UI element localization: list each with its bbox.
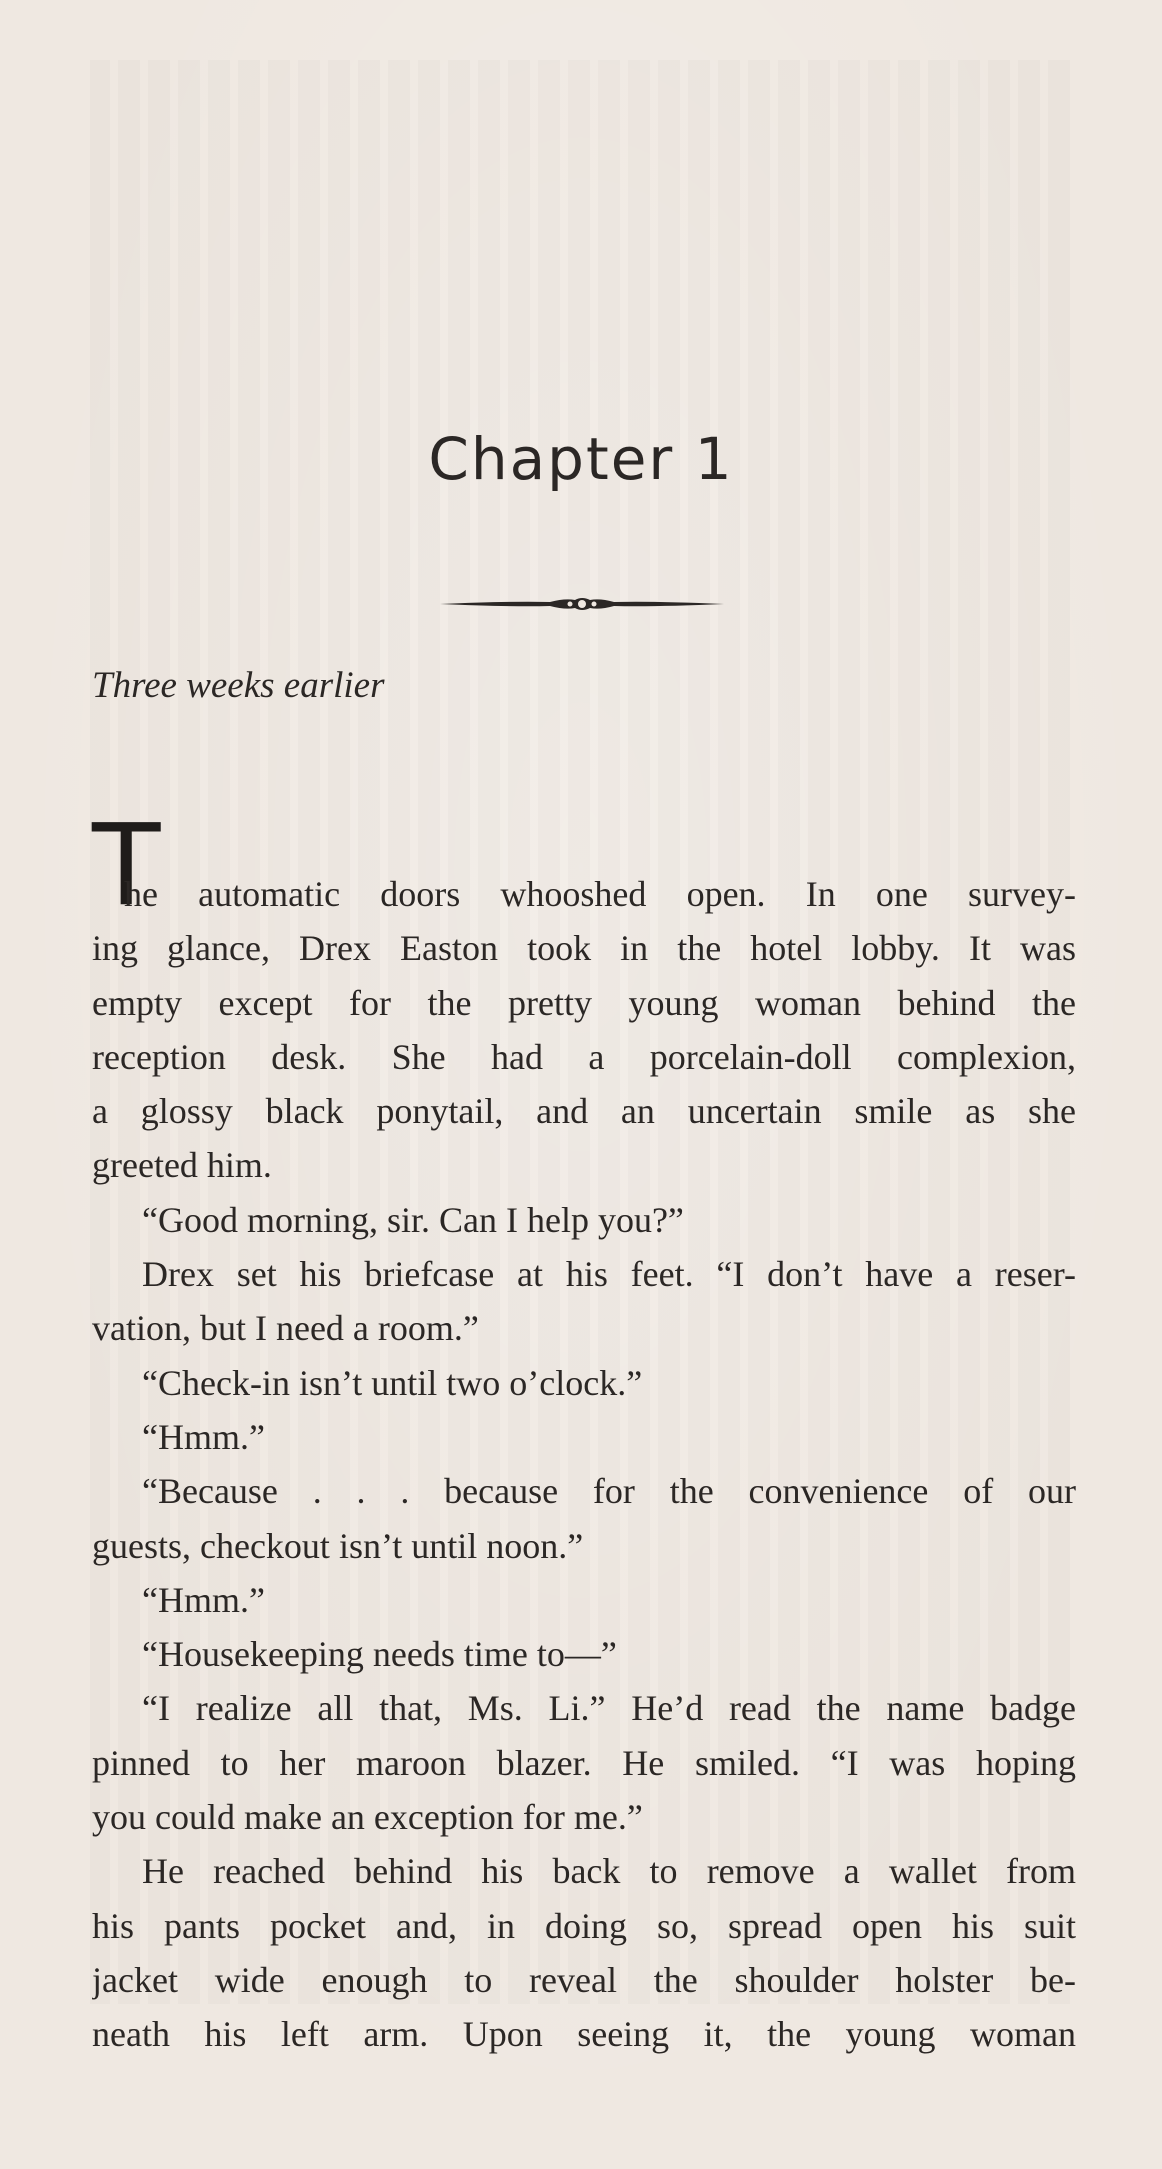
text-line: ing glance, Drex Easton took in the hotel lobby. It was <box>92 928 1076 969</box>
text-line: his pants pocket and, in doing so, spread open his suit <box>92 1905 1076 1946</box>
text-line: neath his left arm. Upon seeing it, the young woman <box>92 2014 1076 2055</box>
chapter-ornament-divider <box>440 592 724 616</box>
text-line: he automatic doors whooshed open. In one survey- <box>124 874 1076 914</box>
text-line: empty except for the pretty young woman behind the <box>92 982 1076 1023</box>
text-line: “Because . . . because for the convenience of our <box>142 1471 1076 1512</box>
text-line: greeted him. <box>92 1145 272 1186</box>
text-line: a glossy black ponytail, and an uncertain smile as she <box>92 1091 1076 1132</box>
text-line: “Hmm.” <box>142 1416 265 1457</box>
text-line: “Good morning, sir. Can I help you?” <box>142 1199 684 1240</box>
text-line: “Housekeeping needs time to—” <box>142 1634 617 1675</box>
text-line: “Check-in isn’t until two o’clock.” <box>142 1362 643 1403</box>
text-line: jacket wide enough to reveal the shoulder holster be- <box>92 1959 1076 2000</box>
text-line: Drex set his briefcase at his feet. “I don’t have a reser- <box>142 1254 1076 1295</box>
chapter-title: Chapter 1 <box>428 425 734 493</box>
text-line: pinned to her maroon blazer. He smiled. “I was hoping <box>92 1742 1076 1783</box>
text-line: “Hmm.” <box>142 1579 265 1620</box>
text-line: you could make an exception for me.” <box>92 1797 643 1838</box>
text-line: reception desk. She had a porcelain-doll complexion, <box>92 1036 1076 1077</box>
body-text <box>92 867 1076 2062</box>
text-line: He reached behind his back to remove a wallet from <box>142 1851 1076 1892</box>
dateline: Three weeks earlier <box>92 665 385 706</box>
text-line: guests, checkout isn’t until noon.” <box>92 1525 584 1566</box>
drop-cap: T <box>92 801 161 931</box>
text-line: vation, but I need a room.” <box>92 1308 479 1349</box>
text-line: “I realize all that, Ms. Li.” He’d read the name badge <box>142 1688 1076 1729</box>
